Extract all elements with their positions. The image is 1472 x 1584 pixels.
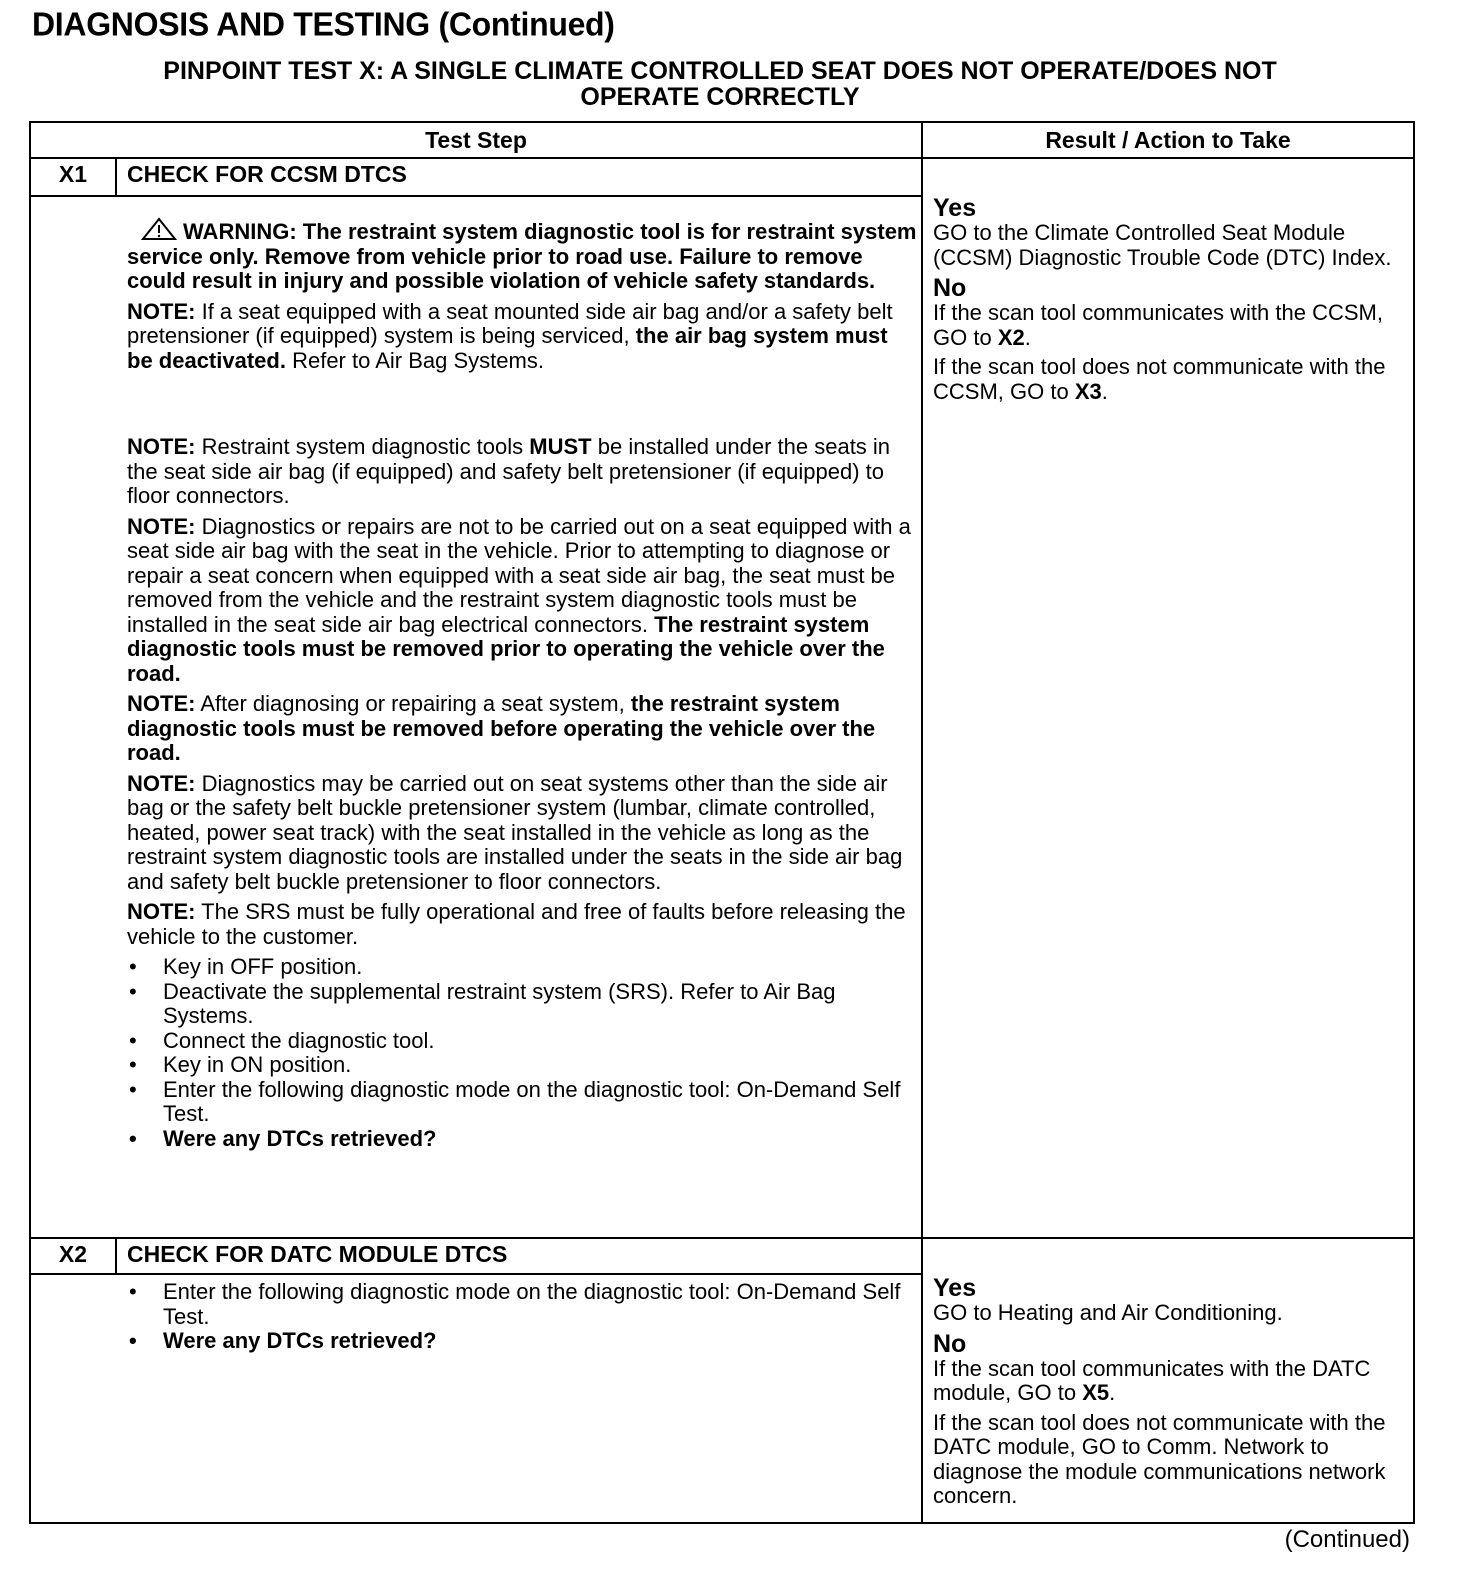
test-title-line-2: OPERATE CORRECTLY — [580, 83, 860, 111]
step-id-x2: X2 — [58, 1241, 88, 1267]
note-3-text: Diagnostics or repairs are not to be carried out on a seat equipped with a seat side air bag with the seat in the vehicle. Prior to attempting to diagnose or repair a seat concern when equipped with a seat side air bag, the seat must be removed from the vehicle and the restraint system diagnostic tools must be installed in the seat side air bag electrical connectors. — [127, 513, 911, 637]
note-4-text: After diagnosing or repairing a seat system, — [200, 691, 625, 716]
note-4 — [127, 692, 917, 766]
note-6-label: NOTE: — [127, 899, 196, 924]
note-1-text: If a seat equipped with a seat mounted side air bag and/or a safety belt pretensioner (if equipped) system is being serviced, — [127, 298, 893, 348]
yes-action: GO to the Climate Controlled Seat Module (CCSM) Diagnostic Trouble Code (DTC) Index. — [933, 220, 1392, 270]
x2-title-divider — [31, 1273, 921, 1275]
no-action-1-text: If the scan tool communicates with the DATC module, GO to — [933, 1355, 1371, 1405]
note-5-text: Diagnostics may be carried out on seat systems other than the side air bag or the safety belt buckle pretensioner system (lumbar, climate controlled, heated, power seat track) with the seat installed in the vehicle as long as the restraint system diagnostic tools are installed under the seats in the side air bag and safety belt buckle pretensioner to floor connectors. — [127, 770, 903, 894]
pinpoint-test-title — [60, 58, 1380, 110]
note-1-label: NOTE: — [127, 298, 196, 324]
pinpoint-test-table — [29, 121, 1415, 1524]
step-x2-question: • Were any DTCs retrieved? — [127, 1329, 917, 1354]
note-2-label: NOTE: — [127, 434, 196, 459]
continued-footer: (Continued) — [1284, 1526, 1410, 1553]
warning-text: WARNING: The restraint system diagnostic tool is for restraint system service only. Remove from vehicle prior to road use. Failure to remove could result in injury and possible violation of vehicle safety standards. — [127, 219, 917, 293]
note-6-text: The SRS must be fully operational and free of faults before releasing the vehicle to the customer. — [127, 899, 906, 949]
note-1-emphasis: the air bag system must be deactivated. — [127, 323, 888, 373]
note-6 — [127, 900, 917, 949]
note-2-text: Restraint system diagnostic tools — [201, 434, 524, 459]
yes-action: GO to Heating and Air Conditioning. — [933, 1300, 1283, 1325]
note-4-emphasis: the restraint system diagnostic tools must be removed before operating the vehicle over the road. — [127, 691, 876, 765]
list-item: • Enter the following diagnostic mode on the diagnostic tool: On-Demand Self Test. — [127, 1078, 917, 1127]
step-x1-result — [933, 195, 1413, 409]
step-x2-actions — [127, 1280, 917, 1354]
step-title-x1: CHECK FOR CCSM DTCS — [127, 161, 407, 187]
note-4-label: NOTE: — [127, 691, 196, 716]
note-3-emphasis: The restraint system diagnostic tools must be removed prior to operating the vehicle over the road. — [127, 611, 885, 686]
column-header-result: Result / Action to Take — [1045, 127, 1291, 153]
step-x1-body — [127, 217, 917, 1151]
no-action-1-text: If the scan tool communicates with the CCSM, GO to — [933, 300, 1383, 350]
yes-label: Yes — [933, 194, 977, 222]
test-title-line-1: PINPOINT TEST X: A SINGLE CLIMATE CONTROLLED SEAT DOES NOT OPERATE/DOES NOT — [163, 57, 1277, 85]
no-action-2: If the scan tool does not communicate with the CCSM, GO to X3. — [933, 354, 1386, 404]
note-3 — [127, 515, 917, 687]
x1-title-divider — [31, 195, 921, 197]
x2-row-divider — [31, 1237, 1413, 1239]
yes-label: Yes — [933, 1274, 977, 1302]
column-header-test-step: Test Step — [425, 127, 527, 153]
note-2 — [127, 435, 917, 509]
step-x1-question: • Were any DTCs retrieved? — [127, 1127, 917, 1152]
step-id-x1: X1 — [58, 161, 88, 187]
goto-x5-ref: X5 — [1082, 1380, 1110, 1405]
no-action-1: If the scan tool communicates with the CCSM, GO to X2. — [933, 300, 1383, 350]
goto-x2-ref: X2 — [997, 324, 1025, 350]
warning-triangle-icon — [141, 217, 177, 241]
column-divider — [921, 123, 923, 1522]
no-label: No — [933, 1329, 967, 1358]
note-2-emphasis: MUST — [529, 434, 592, 459]
note-3-label: NOTE: — [127, 513, 196, 539]
goto-x3-ref: X3 — [1074, 378, 1102, 404]
no-label: No — [933, 274, 967, 302]
note-5-label: NOTE: — [127, 770, 196, 796]
note-1-ref: Refer to Air Bag Systems. — [292, 347, 544, 373]
step-title-x2: CHECK FOR DATC MODULE DTCS — [127, 1241, 508, 1267]
x2-id-divider — [115, 1237, 117, 1273]
list-item: • Connect the diagnostic tool. — [127, 1029, 917, 1054]
no-action-2-text: If the scan tool does not communicate with the CCSM, GO to — [933, 354, 1386, 404]
note-1 — [127, 300, 917, 374]
page-title: DIAGNOSIS AND TESTING (Continued) — [32, 5, 615, 43]
x1-id-divider — [115, 157, 117, 195]
warning-block — [127, 217, 917, 294]
step-x2-body — [127, 1280, 917, 1354]
list-item: • Enter the following diagnostic mode on the diagnostic tool: On-Demand Self Test. — [127, 1280, 917, 1329]
note-2-text-cont: be installed under the seats in the seat side air bag (if equipped) and safety belt pretensioner (if equipped) to floor connectors. — [127, 434, 891, 508]
list-item: • Key in ON position. — [127, 1053, 917, 1078]
header-divider — [31, 157, 1413, 159]
no-action-2: If the scan tool does not communicate with the DATC module, GO to Comm. Network to diagnose the module communications network concern. — [933, 1409, 1386, 1508]
note-5 — [127, 772, 917, 895]
list-item: • Key in OFF position. — [127, 955, 917, 980]
list-item: • Deactivate the supplemental restraint system (SRS). Refer to Air Bag Systems. — [127, 980, 917, 1029]
no-action-1: If the scan tool communicates with the DATC module, GO to X5. — [933, 1355, 1371, 1405]
step-x1-actions — [127, 955, 917, 1151]
step-x2-result — [933, 1275, 1413, 1514]
